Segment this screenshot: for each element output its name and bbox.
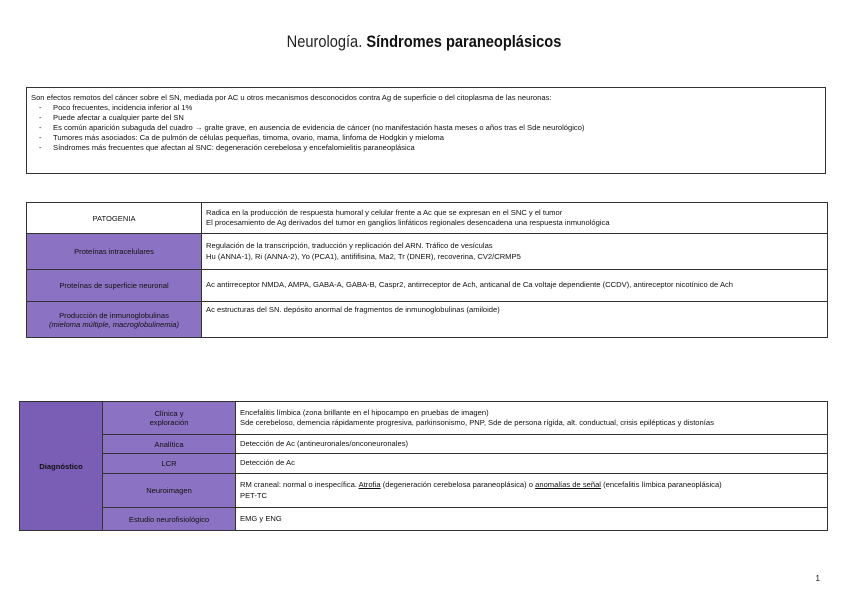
dx-text-underlined: anomalías de señal — [535, 480, 601, 489]
row-label-text: Producción de inmunoglobulinas — [59, 310, 169, 320]
dx-row — [20, 435, 828, 454]
dx-label-line: LCR — [161, 459, 177, 468]
dx-row — [20, 402, 828, 435]
patogenia-row-text — [202, 302, 828, 338]
patogenia-header — [27, 203, 202, 234]
page-title — [59, 32, 788, 52]
dx-label-line: Neuroimagen — [146, 486, 192, 495]
patogenia-row — [27, 234, 828, 270]
patogenia-row — [27, 302, 828, 338]
patogenia-row-label — [27, 234, 202, 270]
row-line: Ac estructuras del SN. depósito anormal de fragmentos de inmunoglobulinas (amiloide) — [206, 305, 500, 314]
dx-cell-text — [236, 474, 828, 508]
patogenia-header-row — [27, 203, 828, 234]
dx-line — [240, 480, 823, 491]
dx-line: Detección de Ac — [240, 458, 295, 468]
dx-line: EMG y ENG — [240, 513, 282, 523]
dx-cell-label — [103, 454, 236, 474]
dx-label-text: Diagnóstico — [39, 461, 83, 471]
patogenia-header-text — [202, 203, 828, 234]
diagnostico-table — [19, 401, 828, 531]
patogenia-row-label — [27, 302, 202, 338]
dx-line: Detección de Ac (antineuronales/onconeuronales) — [240, 438, 409, 448]
intro-bullets — [31, 103, 821, 153]
dx-cell-text — [236, 454, 828, 474]
row-line: Ac antirreceptor NMDA, AMPA, GABA-A, GABA-B, Caspr2, antirreceptor de Ach, anticanal de Ca voltaje dependiente (CCDV), antireceptor nicotínico de Ach — [206, 280, 734, 290]
row-label-text: Proteínas de superficie neuronal — [59, 281, 169, 290]
patogenia-table — [26, 202, 828, 338]
dx-cell-text — [236, 402, 828, 435]
row-label-sub: (mieloma múltiple, macroglobulinemia) — [49, 319, 179, 329]
title-prefix: Neurología. — [286, 32, 363, 51]
intro-bullet: - Poco frecuentes, incidencia inferior al 1% — [53, 103, 821, 113]
dx-text-part: RM craneal: normal o inespecífica. — [240, 480, 357, 489]
page-number: 1 — [815, 574, 820, 583]
dx-cell-text — [236, 508, 828, 531]
dx-label-line: exploración — [149, 418, 189, 427]
dx-text-underlined: Atrofia — [358, 480, 381, 489]
patogenia-line: Radica en la producción de respuesta humoral y celular frente a Ac que se expresan en el SNC y el tumor — [206, 207, 563, 217]
dx-label-line: Clínica y — [154, 409, 184, 418]
dx-label — [20, 402, 103, 531]
intro-bullet: - Puede afectar a cualquier parte del SN — [53, 113, 821, 123]
title-main: Síndromes paraneoplásicos — [366, 32, 562, 51]
row-line — [206, 252, 823, 263]
patogenia-header-label: PATOGENIA — [92, 213, 136, 223]
patogenia-row — [27, 270, 828, 302]
row-label-text: Proteínas intracelulares — [74, 247, 154, 256]
row-line-text: Hu (ANNA-1), Ri (ANNA-2), Yo (PCA1), antififisina, Ma2, Tr (DNER), recoverina, CV2/CRMP5 — [206, 251, 521, 261]
dx-cell-label — [103, 508, 236, 531]
dx-label-line: Analítica — [154, 439, 184, 449]
dx-row — [20, 508, 828, 531]
intro-bullet: - Tumores más asociados: Ca de pulmón de células pequeñas, timoma, ovario, mama, linfoma de Hodgkin y mieloma — [53, 133, 821, 143]
dx-cell-label — [103, 402, 236, 435]
dx-cell-label — [103, 435, 236, 454]
dx-cell-text — [236, 435, 828, 454]
patogenia-row-label — [27, 270, 202, 302]
dx-row — [20, 474, 828, 508]
dx-row — [20, 454, 828, 474]
dx-cell-label — [103, 474, 236, 508]
dx-text-part: (degeneración cerebelosa paraneoplásica) o — [382, 480, 533, 489]
dx-line: PET-TC — [240, 490, 268, 500]
intro-lead: Son efectos remotos del cáncer sobre el SN, mediada por AC u otros mecanismos desconocidos contra Ag de superficie o del citoplasma de las neuronas: — [31, 93, 552, 102]
intro-box — [26, 87, 826, 174]
patogenia-row-text — [202, 270, 828, 302]
row-line: Regulación de la transcripción, traducción y replicación del ARN. Tráfico de vesículas — [206, 241, 493, 250]
patogenia-line: El procesamiento de Ag derivados del tumor en ganglios linfáticos regionales desencadena una respuesta inmunológica — [206, 218, 610, 227]
dx-line: Sde cerebeloso, demencia rápidamente progresiva, parkinsonismo, PNP, Sde de persona rígida, alt. conductual, crisis epilépticas y distonías — [240, 418, 714, 427]
patogenia-row-text — [202, 234, 828, 270]
intro-bullet: - Es común aparición subaguda del cuadro → gralte grave, en ausencia de evidencia de cáncer (no manifestación hasta meses o años tras el Sde neurológico) — [53, 123, 821, 133]
dx-text-part: (encefalitis límbica paraneoplásica) — [603, 480, 722, 489]
dx-label-line: Estudio neurofisiológico — [128, 514, 210, 524]
dx-line: Encefalitis límbica (zona brillante en el hipocampo en pruebas de imagen) — [240, 407, 489, 417]
intro-bullet: - Síndromes más frecuentes que afectan al SNC: degeneración cerebelosa y encefalomielitis paraneoplásica — [53, 143, 821, 153]
